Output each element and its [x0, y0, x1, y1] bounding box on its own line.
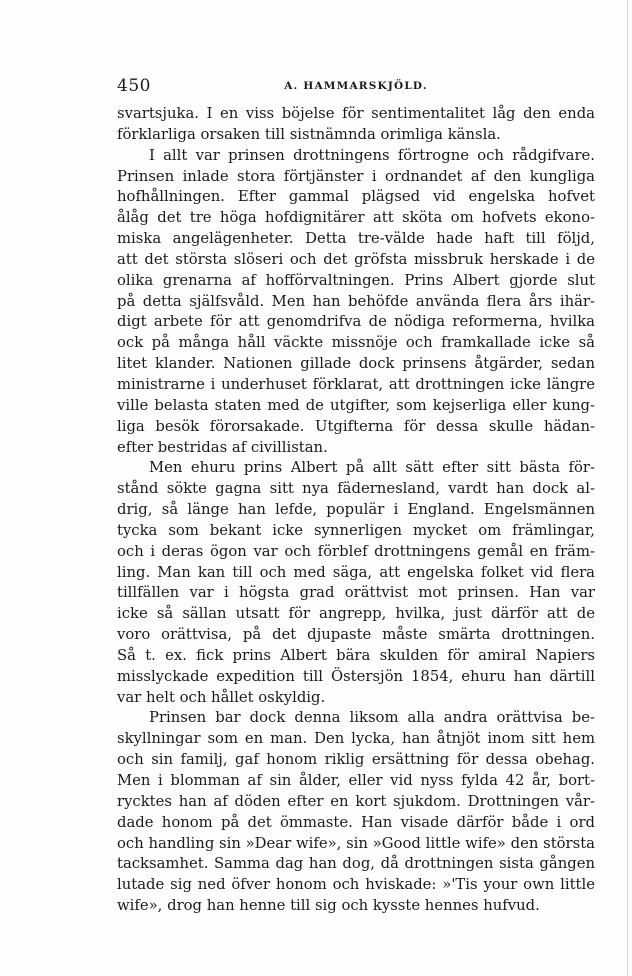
text-line: rycktes han af döden efter en kort sjukdom. Drottningen vår-: [117, 792, 595, 810]
text-line: förklarliga orsaken till sistnämnda orimliga känsla.: [117, 125, 501, 143]
text-line: misslyckade expedition till Östersjön 1854, ehuru han därtill: [117, 667, 595, 685]
text-line: Prinsen inlade stora förtjänster i ordnandet af den kungliga: [117, 167, 595, 185]
text-line: Men ehuru prins Albert på allt sätt efter sitt bästa för-: [149, 459, 595, 477]
text-line: ville belasta staten med de utgifter, som kejserliga eller kung-: [117, 396, 595, 414]
paragraph: [117, 708, 595, 916]
text-line: icke så sällan utsatt för angrepp, hvilka, just därför att de: [117, 605, 595, 623]
text-line: tacksamhet. Samma dag han dog, då drottningen sista gången: [117, 855, 595, 873]
text-line: litet klander. Nationen gillade dock prinsens åtgärder, sedan: [117, 355, 595, 373]
text-line: var helt och hållet oskyldig.: [117, 688, 326, 706]
page-header: [117, 76, 595, 96]
text-line: skyllningar som en man. Den lycka, han åtnjöt inom sitt hem: [117, 730, 595, 748]
text-line: tycka som bekant icke synnerligen mycket om främlingar,: [117, 521, 595, 539]
text-line: wife», drog han henne till sig och kysste hennes hufvud.: [117, 897, 540, 915]
text-line: ministrarne i underhuset förklarat, att drottningen icke längre: [117, 375, 595, 393]
text-line: voro orättvisa, på det djupaste måste smärta drottningen.: [117, 626, 595, 644]
text-line: och handling sin »Dear wife», sin »Good little wife» den största: [117, 834, 595, 852]
text-line: på detta själfsvåld. Men han behöfde använda flera års ihär-: [117, 292, 595, 310]
page-number: 450: [117, 76, 151, 96]
text-line: att det största slöseri och det gröfsta missbruk herskade i de: [117, 250, 595, 268]
paragraph: [117, 146, 595, 459]
text-line: och i deras ögon var och förblef drottningens gemål en främ-: [117, 542, 595, 560]
text-line: ock på många håll väckte missnöje och framkallade icke så: [117, 334, 595, 352]
text-line: ling. Man kan till och med säga, att engelska folket vid flera: [117, 563, 595, 581]
text-line: hofhållningen. Efter gammal plägsed vid engelska hofvet: [117, 188, 595, 206]
text-line: miska angelägenheter. Detta tre-välde hade haft till följd,: [117, 230, 595, 248]
text-line: digt arbete för att genomdrifva de nödiga reformerna, hvilka: [117, 313, 595, 331]
text-line: svartsjuka. I en viss böjelse för sentimentalitet låg den enda: [117, 105, 595, 122]
text-line: Så t. ex. fick prins Albert bära skulden för amiral Napiers: [117, 646, 595, 664]
text-line: olika grenarna af hofförvaltningen. Prins Albert gjorde slut: [117, 271, 595, 289]
text-line: efter bestridas af civillistan.: [117, 438, 328, 456]
body-text: [117, 104, 595, 917]
text-line: lutade sig ned öfver honom och hviskade: »'Tis your own little: [117, 876, 595, 894]
paragraph: [117, 104, 595, 146]
text-line: och sin familj, gaf honom riklig ersättning för dessa obehag.: [117, 751, 595, 769]
text-line: stånd sökte gagna sitt nya fädernesland, vardt han dock al-: [117, 480, 595, 498]
text-line: drig, så länge han lefde, populär i England. Engelsmännen: [117, 501, 595, 519]
text-line: Men i blomman af sin ålder, eller vid nyss fylda 42 år, bort-: [117, 772, 595, 789]
text-line: dade honom på det ömmaste. Han visade därför både i ord: [117, 813, 595, 831]
running-head: A. HAMMARSKJÖLD.: [284, 80, 428, 92]
page-edge-divider: [627, 0, 628, 976]
text-line: liga besök förorsakade. Utgifterna för dessa skulle hädan-: [117, 417, 595, 435]
text-line: ålåg det tre höga hofdignitärer att sköta om hofvets ekono-: [117, 209, 595, 227]
text-line: tillfällen var i högsta grad orättvist mot prinsen. Han var: [117, 584, 595, 602]
paragraph: [117, 458, 595, 708]
text-line: I allt var prinsen drottningens förtrogne och rådgifvare.: [149, 146, 595, 164]
text-line: Prinsen bar dock denna liksom alla andra orättvisa be-: [149, 709, 595, 727]
